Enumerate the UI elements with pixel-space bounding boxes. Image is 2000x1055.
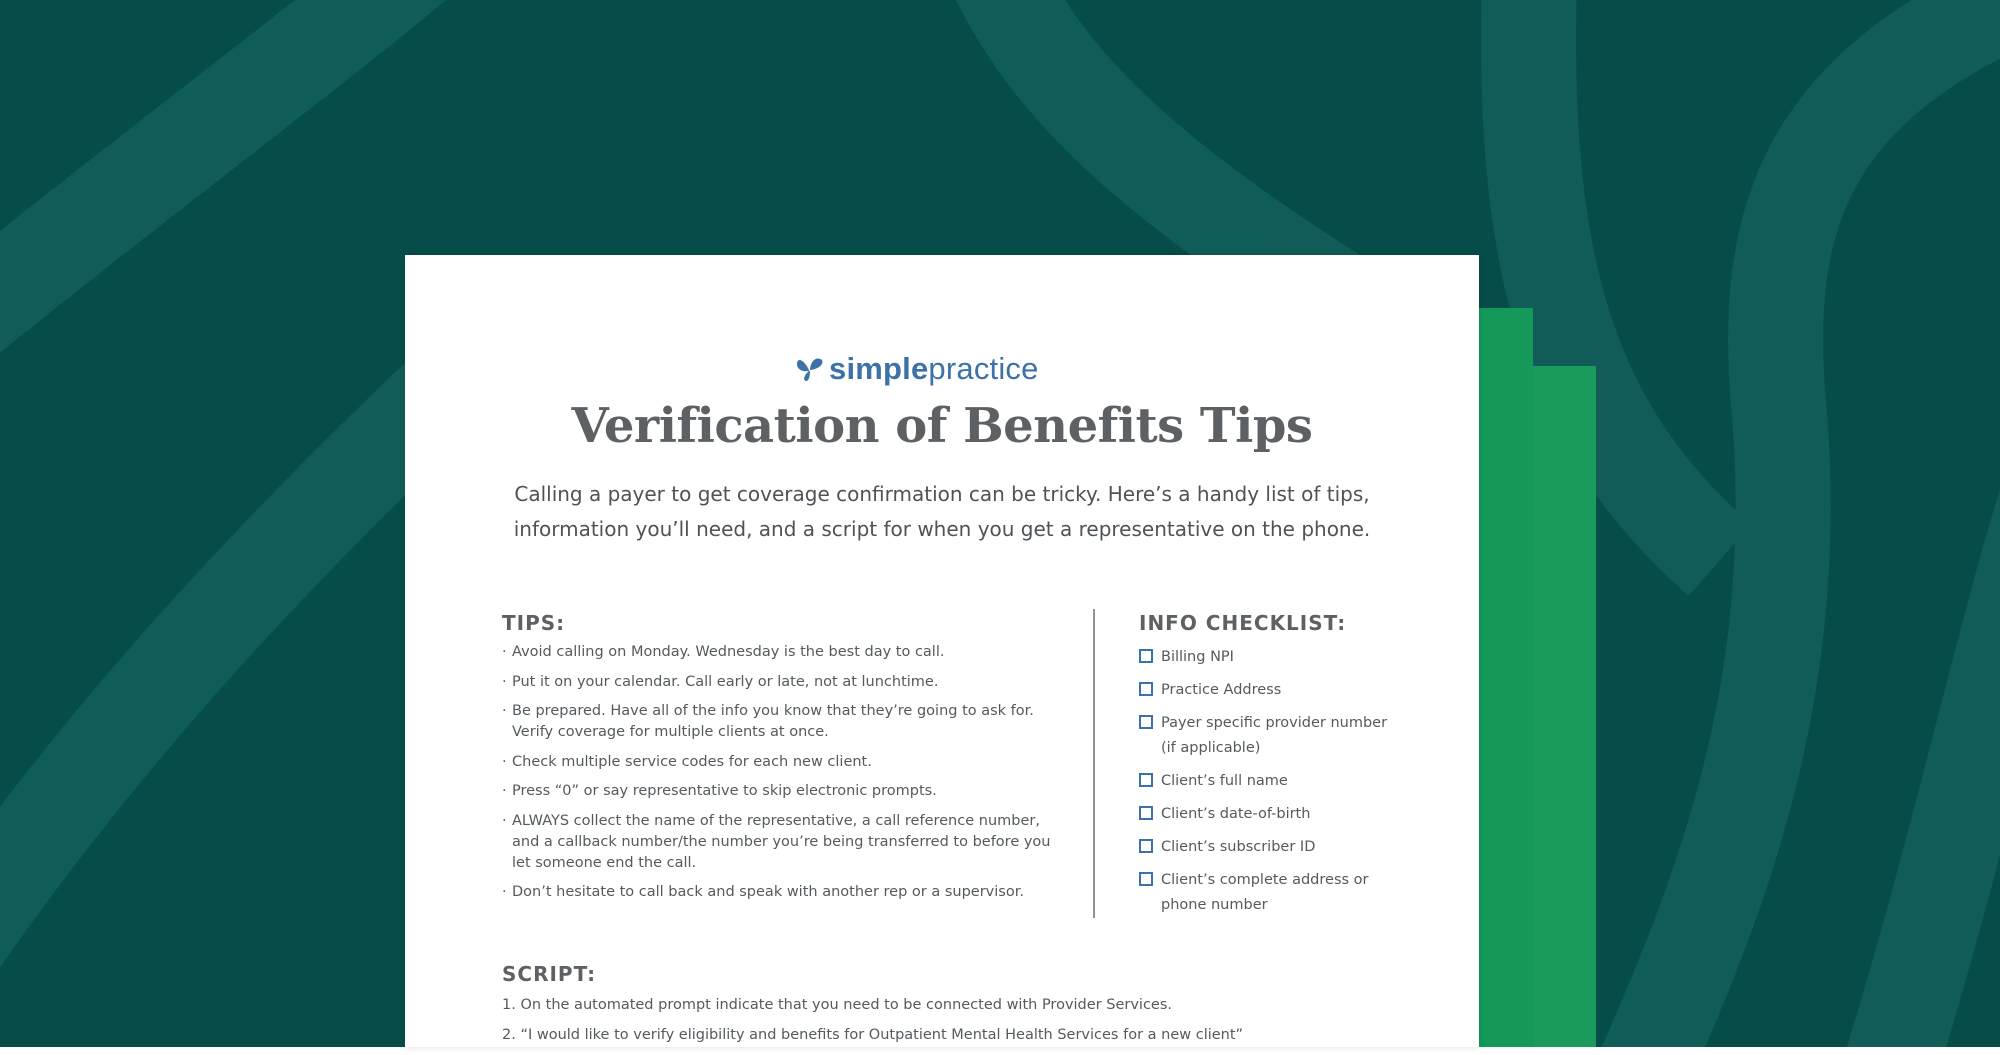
tip-text: Put it on your calendar. Call early or late, not at lunchtime. <box>512 673 939 690</box>
checklist-item <box>1139 802 1399 827</box>
checkbox-icon[interactable] <box>1139 715 1153 729</box>
checkbox-icon[interactable] <box>1139 649 1153 663</box>
bullet: · <box>502 783 507 799</box>
tip-text: Don’t hesitate to call back and speak with another rep or a supervisor. <box>512 884 1024 900</box>
bullet: · <box>502 884 507 900</box>
checkbox-icon[interactable] <box>1139 839 1153 853</box>
tip-item <box>502 752 1062 773</box>
checklist-text: Client’s subscriber ID <box>1161 839 1316 855</box>
brand-logo <box>795 349 1039 389</box>
tip-text: Be prepared. Have all of the info you know that they’re going to ask for. Verify coverage for multiple clients at once. <box>512 703 1034 740</box>
bullet: · <box>502 812 507 829</box>
checklist-text: Practice Address <box>1161 682 1282 698</box>
checklist-item <box>1139 678 1399 703</box>
checklist-item <box>1139 835 1399 860</box>
column-divider <box>1093 609 1095 918</box>
bullet: · <box>502 644 507 660</box>
tips-heading: TIPS: <box>502 611 566 635</box>
tip-item <box>502 781 1062 802</box>
tip-text: Avoid calling on Monday. Wednesday is the best day to call. <box>512 644 945 660</box>
info-checklist <box>1139 645 1399 926</box>
checkbox-icon[interactable] <box>1139 806 1153 820</box>
tip-text: Press “0” or say representative to skip electronic prompts. <box>512 783 937 799</box>
checklist-text: Client’s date-of-birth <box>1161 806 1311 822</box>
tip-item <box>502 701 1062 743</box>
script-list <box>502 995 1402 1055</box>
tips-list <box>502 642 1062 912</box>
bullet: · <box>502 673 507 690</box>
tip-item <box>502 672 1062 693</box>
checklist-item <box>1139 645 1399 670</box>
background-green-sheet <box>1470 308 1533 1047</box>
checklist-item <box>1139 711 1399 761</box>
intro-text <box>495 477 1389 547</box>
document-sheet <box>405 255 1479 1047</box>
tip-item <box>502 642 1062 663</box>
intro-line: Calling a payer to get coverage confirmation can be tricky. Here’s a handy list of tips, <box>514 482 1370 506</box>
intro-line: information you’ll need, and a script for when you get a representative on the phone. <box>513 517 1371 541</box>
butterfly-icon <box>795 354 825 384</box>
checklist-item <box>1139 868 1399 918</box>
script-step: 1. On the automated prompt indicate that you need to be connected with Provider Services. <box>502 997 1173 1013</box>
checklist-text: Client’s complete address or phone number <box>1161 872 1369 913</box>
tip-text: Check multiple service codes for each new client. <box>512 753 872 770</box>
checklist-text: Payer specific provider number (if applicable) <box>1161 715 1388 756</box>
document-title: Verification of Benefits Tips <box>571 398 1313 454</box>
checklist-item <box>1139 769 1399 794</box>
checklist-text: Billing NPI <box>1161 649 1234 665</box>
checkbox-icon[interactable] <box>1139 773 1153 787</box>
script-heading: SCRIPT: <box>502 962 597 986</box>
brand-name <box>829 351 1039 387</box>
bullet: · <box>502 753 507 770</box>
tip-item <box>502 882 1062 903</box>
tip-text: ALWAYS collect the name of the representative, a call reference number, and a callback number/the number you’re being transferred to before you let someone end the call. <box>512 812 1051 871</box>
brand-name-light: practice <box>928 351 1039 386</box>
checklist-heading: INFO CHECKLIST: <box>1139 611 1347 635</box>
tip-item <box>502 811 1062 874</box>
script-step: 2. “I would like to verify eligibility and benefits for Outpatient Mental Health Services for a new client” <box>502 1027 1244 1043</box>
checkbox-icon[interactable] <box>1139 872 1153 886</box>
bullet: · <box>502 703 507 719</box>
checklist-text: Client’s full name <box>1161 773 1288 789</box>
checkbox-icon[interactable] <box>1139 682 1153 696</box>
brand-name-bold: simple <box>829 351 929 386</box>
